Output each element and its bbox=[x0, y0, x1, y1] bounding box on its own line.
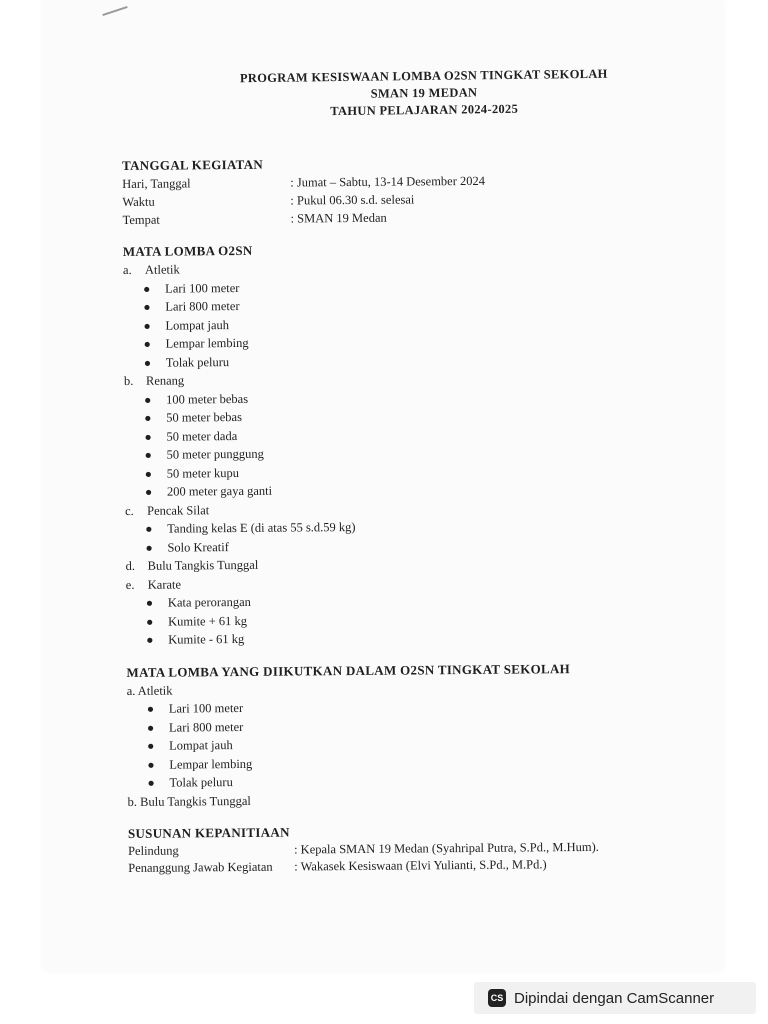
bullet-icon: ● bbox=[144, 447, 152, 462]
camscanner-label: Dipindai dengan CamScanner bbox=[514, 989, 715, 1007]
info-label: Hari, Tanggal bbox=[122, 176, 191, 191]
list-item-text: Tolak peluru bbox=[169, 775, 233, 790]
pen-mark bbox=[102, 6, 127, 16]
list-item-text: Kumite + 61 kg bbox=[167, 613, 248, 629]
bullet-icon: ● bbox=[144, 484, 153, 499]
list-item-text: Lari 800 meter bbox=[168, 719, 244, 735]
list-item-text: Lempar lembing bbox=[169, 756, 253, 772]
bullet-icon: ● bbox=[145, 540, 153, 555]
category-letter: d. bbox=[125, 558, 136, 573]
info-label: Waktu bbox=[122, 194, 155, 209]
bullet-icon: ● bbox=[143, 318, 151, 333]
category-atletik-diikutkan: a. Atletik bbox=[126, 683, 173, 698]
bullet-icon: ● bbox=[143, 281, 151, 296]
title-line-3: TAHUN PELAJARAN 2024-2025 bbox=[330, 101, 519, 119]
bullet-icon: ● bbox=[146, 632, 154, 647]
committee-label: Pelindung bbox=[127, 843, 179, 858]
document-title bbox=[174, 65, 675, 122]
category-name: Pencak Silat bbox=[147, 502, 210, 518]
section-heading-kepanitiaan: SUSUNAN KEPANITIAAN bbox=[127, 824, 290, 841]
list-item-text: Lari 100 meter bbox=[165, 280, 240, 296]
bullet-icon: ● bbox=[147, 757, 155, 772]
bullet-icon: ● bbox=[146, 701, 155, 716]
list-item-text: 100 meter bebas bbox=[166, 391, 249, 407]
committee-value: : Kepala SMAN 19 Medan (Syahripal Putra, S.Pd., M.Hum). bbox=[293, 839, 599, 857]
bullet-icon: ● bbox=[145, 521, 153, 536]
list-item-text: Kumite - 61 kg bbox=[168, 631, 245, 647]
bullet-icon: ● bbox=[146, 720, 155, 735]
committee-value: : Wakasek Kesiswaan (Elvi Yulianti, S.Pd., M.Pd.) bbox=[294, 857, 547, 874]
camscanner-logo-icon: CS bbox=[488, 989, 506, 1007]
bullet-icon: ● bbox=[144, 466, 153, 481]
list-item-text: Lari 100 meter bbox=[168, 700, 244, 716]
list-item-text: Lempar lembing bbox=[165, 335, 249, 351]
bullet-icon: ● bbox=[147, 775, 155, 790]
camscanner-watermark bbox=[474, 982, 756, 1014]
list-item-text: 50 meter dada bbox=[166, 428, 238, 444]
bullet-icon: ● bbox=[143, 355, 152, 370]
category-name: Renang bbox=[145, 373, 185, 388]
bullet-icon: ● bbox=[143, 336, 151, 351]
title-line-2: SMAN 19 MEDAN bbox=[370, 85, 478, 101]
category-name: Bulu Tangkis Tunggal bbox=[147, 557, 259, 573]
list-item-text: Lompat jauh bbox=[169, 738, 233, 753]
bullet-icon: ● bbox=[144, 429, 152, 444]
category-letter: e. bbox=[125, 577, 135, 592]
bullet-icon: ● bbox=[145, 614, 154, 629]
category-letter: a. bbox=[122, 262, 132, 277]
info-label: Tempat bbox=[122, 212, 160, 227]
list-item-text: 50 meter bebas bbox=[166, 409, 243, 425]
category-letter: c. bbox=[125, 503, 134, 518]
title-line-1: PROGRAM KESISWAAN LOMBA O2SN TINGKAT SEKOLAH bbox=[239, 66, 608, 86]
list-item-text: Lari 800 meter bbox=[165, 298, 240, 314]
bullet-icon: ● bbox=[145, 595, 154, 610]
section-heading-mata-lomba: MATA LOMBA O2SN bbox=[122, 242, 253, 259]
list-item-text: Solo Kreatif bbox=[167, 539, 229, 555]
list-item-text: Tolak peluru bbox=[165, 354, 230, 370]
category-letter: b. bbox=[123, 373, 134, 388]
category-bulu-tangkis-diikutkan: b. Bulu Tangkis Tunggal bbox=[127, 793, 251, 809]
list-item-text: 50 meter punggung bbox=[166, 446, 264, 462]
info-value: : SMAN 19 Medan bbox=[290, 210, 387, 226]
section-heading-diikutkan: MATA LOMBA YANG DIIKUTKAN DALAM O2SN TINGKAT SEKOLAH bbox=[126, 660, 571, 680]
section-heading-tanggal-kegiatan: TANGGAL KEGIATAN bbox=[122, 156, 264, 173]
list-item-text: Lompat jauh bbox=[165, 317, 230, 333]
category-name: Karate bbox=[147, 577, 182, 592]
bullet-icon: ● bbox=[144, 410, 152, 425]
list-item-text: Kata perorangan bbox=[167, 594, 251, 610]
committee-label: Penanggung Jawab Kegiatan bbox=[128, 859, 273, 875]
bullet-icon: ● bbox=[143, 299, 151, 314]
info-value: : Jumat – Sabtu, 13-14 Desember 2024 bbox=[290, 173, 486, 190]
list-item-text: Tanding kelas E (di atas 55 s.d.59 kg) bbox=[167, 519, 356, 536]
bullet-icon: ● bbox=[144, 392, 152, 407]
document-body bbox=[122, 152, 688, 877]
list-item-text: 200 meter gaya ganti bbox=[166, 483, 273, 499]
bullet-icon: ● bbox=[147, 738, 155, 753]
list-item-text: 50 meter kupu bbox=[166, 465, 240, 481]
category-name: Atletik bbox=[144, 262, 180, 277]
info-value: : Pukul 06.30 s.d. selesai bbox=[290, 192, 415, 208]
